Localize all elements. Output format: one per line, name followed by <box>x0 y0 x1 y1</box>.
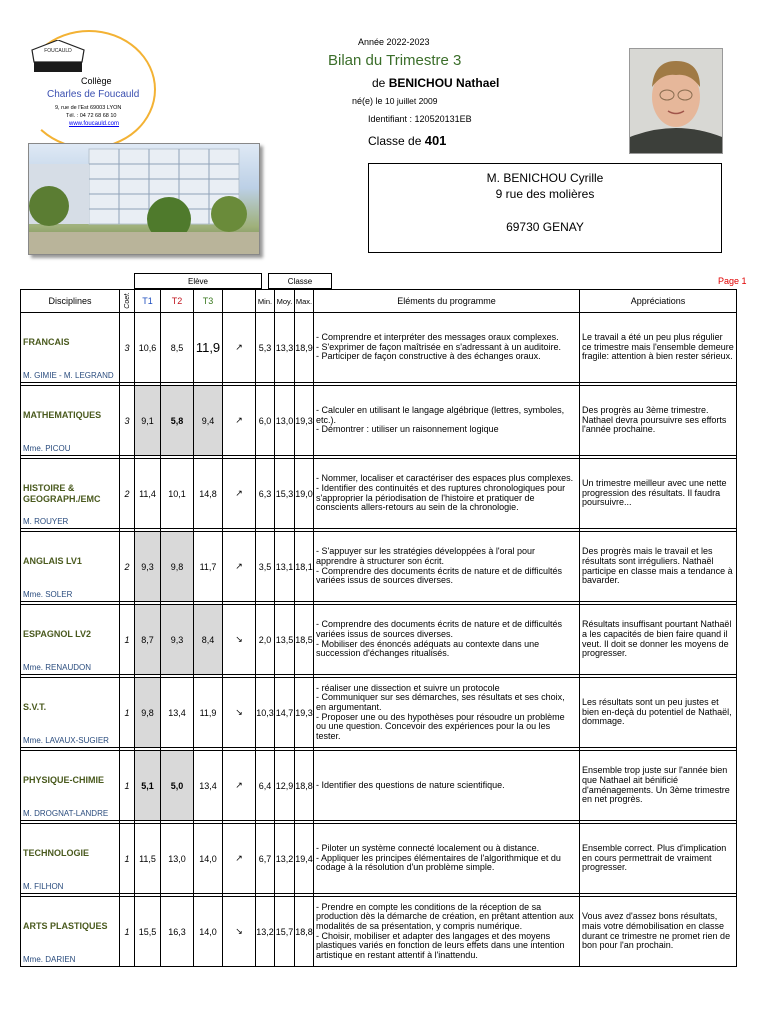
appreciation-text: Ensemble trop juste sur l'année bien que Nathael ait bénificié d'aménagements. Un 3ème trimestre en net progrès. <box>580 751 737 821</box>
discipline-name: S.V.T. <box>23 702 47 712</box>
grade-t2: 5,0 <box>161 751 194 821</box>
discipline-cell <box>21 459 120 529</box>
class-moy: 14,7 <box>275 678 295 748</box>
class-label: Classe de <box>368 134 422 148</box>
de-label: de <box>372 76 386 90</box>
discipline-cell <box>21 824 120 894</box>
discipline-name: MATHEMATIQUES <box>23 410 102 420</box>
discipline-cell <box>21 751 120 821</box>
grade-t2: 13,0 <box>161 824 194 894</box>
discipline-teacher: M. FILHON <box>23 882 64 891</box>
address-box <box>368 163 722 253</box>
discipline-teacher: M. ROUYER <box>23 517 69 526</box>
trend-arrow-icon: ↗ <box>223 824 256 894</box>
grade-t1: 11,5 <box>135 824 161 894</box>
class-max: 19,3 <box>295 678 314 748</box>
class-moy: 12,9 <box>275 751 295 821</box>
class-min: 6,4 <box>256 751 275 821</box>
class-max: 18,8 <box>295 751 314 821</box>
discipline-name: FRANCAIS <box>23 337 70 347</box>
born-label: né(e) le <box>352 96 383 106</box>
page-number: Page 1 <box>718 276 747 286</box>
discipline-cell <box>21 678 120 748</box>
trend-arrow-icon: ↗ <box>223 532 256 602</box>
class-max: 18,8 <box>295 897 314 967</box>
class-min: 13,2 <box>256 897 275 967</box>
grade-t3: 14,0 <box>194 897 223 967</box>
table-row <box>21 313 737 383</box>
programme-text: - Comprendre des documents écrits de nature et de difficultés variées issus de sources diverses. - Mobiliser des énoncés adéquats au contexte dans une succession d'échanges ritualisés. <box>314 605 580 675</box>
table-row <box>21 459 737 529</box>
class-min: 2,0 <box>256 605 275 675</box>
table-row <box>21 386 737 456</box>
class-row <box>368 133 446 148</box>
student-photo <box>629 48 723 154</box>
discipline-name: ARTS PLASTIQUES <box>23 921 108 931</box>
discipline-name: PHYSIQUE-CHIMIE <box>23 775 105 785</box>
discipline-name: ESPAGNOL LV2 <box>23 629 92 639</box>
grade-t3: 8,4 <box>194 605 223 675</box>
trend-arrow-icon: ↗ <box>223 386 256 456</box>
grade-t3: 11,9 <box>194 678 223 748</box>
group-classe-label: Classe <box>269 274 332 289</box>
school-building-photo <box>28 143 260 255</box>
birth-date: 10 juillet 2009 <box>385 96 438 106</box>
col-moy: Moy. <box>275 290 295 313</box>
discipline-cell <box>21 897 120 967</box>
class-min: 6,0 <box>256 386 275 456</box>
table-row <box>21 897 737 967</box>
table-row <box>21 824 737 894</box>
identifier-label: Identifiant : <box>368 114 413 124</box>
discipline-teacher: Mme. LAVAUX-SUGIER <box>23 736 109 745</box>
programme-text: - S'appuyer sur les stratégies développées à l'oral pour apprendre à structurer son écrit. - Comprendre des documents écrits de nature et de difficultés variées issus de sources diverses. <box>314 532 580 602</box>
grade-t1: 9,1 <box>135 386 161 456</box>
class-max: 19,0 <box>295 459 314 529</box>
grade-t3: 13,4 <box>194 751 223 821</box>
trend-arrow-icon: ↘ <box>223 605 256 675</box>
class-min: 6,3 <box>256 459 275 529</box>
table-row <box>21 751 737 821</box>
grade-t1: 15,5 <box>135 897 161 967</box>
school-year: Année 2022-2023 <box>358 37 430 47</box>
class-min: 6,7 <box>256 824 275 894</box>
col-max: Max. <box>295 290 314 313</box>
identifier-row <box>368 114 472 124</box>
programme-text: - Piloter un système connecté localement ou à distance. - Appliquer les principes élémentaires de l'algorithmique et du codage à la résolution d'un problème simple. <box>314 824 580 894</box>
discipline-cell <box>21 386 120 456</box>
discipline-cell <box>21 313 120 383</box>
trend-arrow-icon: ↗ <box>223 459 256 529</box>
grade-t1: 8,7 <box>135 605 161 675</box>
school-website-link[interactable]: www.foucauld.com <box>69 121 120 127</box>
grade-t1: 5,1 <box>135 751 161 821</box>
trend-arrow-icon: ↘ <box>223 678 256 748</box>
col-trend <box>223 290 256 313</box>
grade-t2: 5,8 <box>161 386 194 456</box>
coef-value: 1 <box>120 751 135 821</box>
class-min: 10,3 <box>256 678 275 748</box>
student-name: BENICHOU Nathael <box>388 76 500 90</box>
grade-t3: 9,4 <box>194 386 223 456</box>
grade-t2: 10,1 <box>161 459 194 529</box>
class-max: 18,5 <box>295 605 314 675</box>
school-address: 9, rue de l'Est 69003 LYON <box>55 105 122 111</box>
grade-t3: 14,0 <box>194 824 223 894</box>
programme-text: - Prendre en compte les conditions de la réception de sa production dès la démarche de création, en prêtant attention aux modalités de sa présentation, y compris numérique. - Choisir, mobiliser et adapter des langages et des moyens plastiques variés en fonction de leurs effets dans une intention artistique en restant attentif à l'inattendu. <box>314 897 580 967</box>
discipline-teacher: M. DROGNAT-LANDRE <box>23 809 109 818</box>
student-name-row <box>372 76 499 90</box>
school-phone: Tél. : 04 72 68 68 10 <box>66 113 117 119</box>
discipline-teacher: Mme. SOLER <box>23 590 73 599</box>
grade-t3: 11,9 <box>194 313 223 383</box>
appreciation-text: Vous avez d'assez bons résultats, mais votre démobilisation en classe durant ce trimestre ne promet rien de bon pour l'an prochain. <box>580 897 737 967</box>
grade-t2: 9,8 <box>161 532 194 602</box>
col-disciplines: Disciplines <box>21 290 120 313</box>
group-eleve-label: Elève <box>135 274 262 289</box>
class-moy: 13,3 <box>275 313 295 383</box>
discipline-teacher: Mme. PICOU <box>23 444 71 453</box>
col-appreciations: Appréciations <box>580 290 737 313</box>
class-moy: 15,3 <box>275 459 295 529</box>
coef-value: 1 <box>120 605 135 675</box>
class-min: 3,5 <box>256 532 275 602</box>
coef-value: 2 <box>120 532 135 602</box>
trend-arrow-icon: ↗ <box>223 313 256 383</box>
grade-t3: 14,8 <box>194 459 223 529</box>
class-max: 18,9 <box>295 313 314 383</box>
class-moy: 13,1 <box>275 532 295 602</box>
appreciation-text: Résultats insuffisant pourtant Nathaël a les capacités de bien faire quand il veut. Il doit se donner les moyens de progresser. <box>580 605 737 675</box>
col-t3: T3 <box>194 290 223 313</box>
table-row <box>21 605 737 675</box>
trend-arrow-icon: ↘ <box>223 897 256 967</box>
coef-value: 1 <box>120 678 135 748</box>
identifier-value: 120520131EB <box>414 114 472 124</box>
programme-text: - réaliser une dissection et suivre un protocole - Communiquer sur ses démarches, ses résultats et ses choix, en argumentant. - Proposer une ou des hypothèses pour résoudre un problème ou une question. Concevoir des expériences pour la ou les tester. <box>314 678 580 748</box>
grade-t2: 8,5 <box>161 313 194 383</box>
appreciation-text: Les résultats sont un peu justes et bien en-deçà du potentiel de Nathaël, dommage. <box>580 678 737 748</box>
programme-text: - Identifier des questions de nature scientifique. <box>314 751 580 821</box>
discipline-teacher: M. GIMIE - M. LEGRAND <box>23 371 114 380</box>
address-line-2: 9 rue des molières <box>495 187 595 201</box>
coef-value: 1 <box>120 824 135 894</box>
class-moy: 13,0 <box>275 386 295 456</box>
discipline-name: TECHNOLOGIE <box>23 848 90 858</box>
grade-t1: 9,3 <box>135 532 161 602</box>
class-value: 401 <box>424 133 447 148</box>
table-header-row <box>21 290 737 313</box>
appreciation-text: Ensemble correct. Plus d'implication en cours permettrait de vraiment progresser. <box>580 824 737 894</box>
col-t1: T1 <box>135 290 161 313</box>
appreciation-text: Des progrès au 3ème trimestre. Nathael devra poursuivre ses efforts l'année prochaine. <box>580 386 737 456</box>
programme-text: - Comprendre et interpréter des messages oraux complexes. - S'exprimer de façon maîtrisée en s'adressant à un auditoire. - Participer de façon constructive à des échanges oraux. <box>314 313 580 383</box>
class-moy: 13,2 <box>275 824 295 894</box>
appreciation-text: Le travail a été un peu plus régulier ce trimestre mais l'ensemble demeure fragile: attention à bien rester sérieux. <box>580 313 737 383</box>
college-label: Collège <box>81 76 112 86</box>
school-name: Charles de Foucauld <box>47 89 140 100</box>
report-title: Bilan du Trimestre 3 <box>328 52 462 69</box>
col-min: Min. <box>256 290 275 313</box>
discipline-teacher: Mme. DARIEN <box>23 955 76 964</box>
discipline-cell <box>21 532 120 602</box>
class-max: 19,3 <box>295 386 314 456</box>
table-row <box>21 532 737 602</box>
trend-arrow-icon: ↗ <box>223 751 256 821</box>
col-t2: T2 <box>161 290 194 313</box>
programme-text: - Calculer en utilisant le langage algébrique (lettres, symboles, etc.). - Démontrer : utiliser un raisonnement logique <box>314 386 580 456</box>
grades-table <box>20 289 737 967</box>
col-coef: Coef. <box>120 290 135 313</box>
grade-t1: 10,6 <box>135 313 161 383</box>
grade-t2: 13,4 <box>161 678 194 748</box>
class-moy: 15,7 <box>275 897 295 967</box>
coef-value: 1 <box>120 897 135 967</box>
discipline-teacher: Mme. RENAUDON <box>23 663 92 672</box>
appreciation-text: Un trimestre meilleur avec une nette progression des résultats. Il faudra poursuivre... <box>580 459 737 529</box>
coef-value: 2 <box>120 459 135 529</box>
logo-badge-text: FOUCAULD <box>44 48 72 54</box>
discipline-cell <box>21 605 120 675</box>
birth-row <box>352 96 438 106</box>
class-min: 5,3 <box>256 313 275 383</box>
school-logo-badge-icon <box>28 40 88 74</box>
grade-t1: 11,4 <box>135 459 161 529</box>
grade-t2: 9,3 <box>161 605 194 675</box>
programme-text: - Nommer, localiser et caractériser des espaces plus complexes. - Identifier des continuités et des ruptures chronologiques pour s'approprier la périodisation de l'histoire et pratiquer de conscients allers-retours au sein de la chronologie. <box>314 459 580 529</box>
class-moy: 13,5 <box>275 605 295 675</box>
coef-value: 3 <box>120 386 135 456</box>
discipline-name: HISTOIRE & GEOGRAPH./EMC <box>23 483 101 504</box>
grade-t3: 11,7 <box>194 532 223 602</box>
address-line-3: 69730 GENAY <box>506 220 584 234</box>
grade-t1: 9,8 <box>135 678 161 748</box>
table-row <box>21 678 737 748</box>
grade-t2: 16,3 <box>161 897 194 967</box>
address-line-1: M. BENICHOU Cyrille <box>486 171 604 185</box>
col-programme: Eléments du programme <box>314 290 580 313</box>
discipline-name: ANGLAIS LV1 <box>23 556 82 566</box>
coef-value: 3 <box>120 313 135 383</box>
group-header <box>134 273 332 289</box>
class-max: 19,4 <box>295 824 314 894</box>
class-max: 18,1 <box>295 532 314 602</box>
appreciation-text: Des progrès mais le travail et les résultats sont irréguliers. Nathaël participe en classe mais a tendance à bavarder. <box>580 532 737 602</box>
